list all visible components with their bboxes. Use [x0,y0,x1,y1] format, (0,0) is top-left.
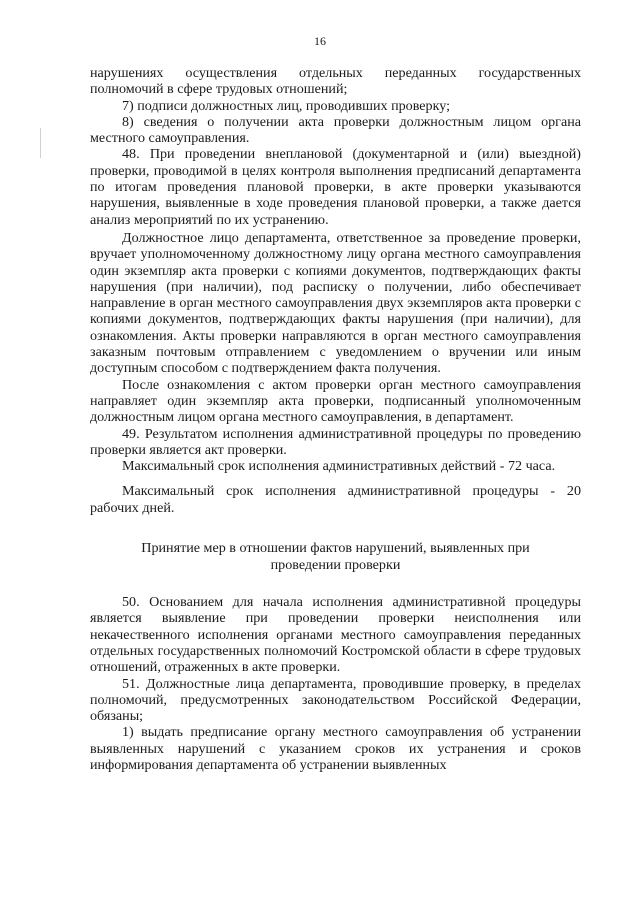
list-item-1: 1) выдать предписание органу местного самоуправления об устранении выявленных нарушений с указанием сроков их устранения и сроков информирования департамента об устранении выявленных [90,724,581,773]
page-number: 16 [314,34,326,48]
paragraph-after-review: После ознакомления с актом проверки орган местного самоуправления направляет один экземпляр акта проверки, подписанный уполномоченным должностным лицом органа местного самоуправления, в департамент. [90,376,581,426]
paragraph-51: 51. Должностные лица департамента, проводившие проверку, в пределах полномочий, предусмотренных законодательством Российской Федерации, обязаны; [90,675,581,725]
section-heading [90,540,581,574]
paragraph-49: 49. Результатом исполнения административной процедуры по проведению проверки является акт проверки. [90,425,581,458]
section-heading-line-2: проведении проверки [270,557,401,574]
paragraph-48: 48. При проведении внеплановой (документарной и (или) выездной) проверки, проводимой в целях контроля выполнения предписаний департамента по итогам проведения плановой проверки, в акте проверки указываются нарушения, выявленные в ходе проведения плановой проверки, а также дается анализ мероприятий по их устранению. [90,146,581,228]
paragraph-max-procedure: Максимальный срок исполнения административной процедуры - 20 рабочих дней. [90,483,581,516]
paragraph-official-delivery: Должностное лицо департамента, ответственное за проведение проверки, вручает уполномоченному должностному лицу органа местного самоуправления один экземпляр акта проверки с копиями документов, подтверждающих факты нарушения (при наличии), под расписку о получении, либо обеспечивает направление в орган местного самоуправления двух экземпляров акта проверки с копиями документов, подтверждающих факты нарушения (при наличии), для ознакомления. Акты проверки направляются в орган местного самоуправления заказным почтовым отправлением с уведомлением о вручении или иным доступным способом с подтверждением факта получения. [90,229,581,377]
margin-mark [40,128,41,158]
paragraph-50: 50. Основанием для начала исполнения административной процедуры является выявление при проведении проверки неисполнения или некачественного исполнения органами местного самоуправления переданных отдельных государственных полномочий Костромской области в сфере трудовых отношений, отраженных в акте проверки. [90,594,581,676]
paragraph-continuation: нарушениях осуществления отдельных переданных государственных полномочий в сфере трудовых отношений; [90,65,581,98]
paragraph-max-actions: Максимальный срок исполнения административных действий - 72 часа. [122,458,556,475]
document-body [90,65,581,773]
section-heading-line-1: Принятие мер в отношении фактов нарушений, выявленных при [141,540,530,557]
list-item-8: 8) сведения о получении акта проверки должностным лицом органа местного самоуправления. [90,113,581,147]
list-item-7: 7) подписи должностных лиц, проводивших проверку; [122,97,451,114]
